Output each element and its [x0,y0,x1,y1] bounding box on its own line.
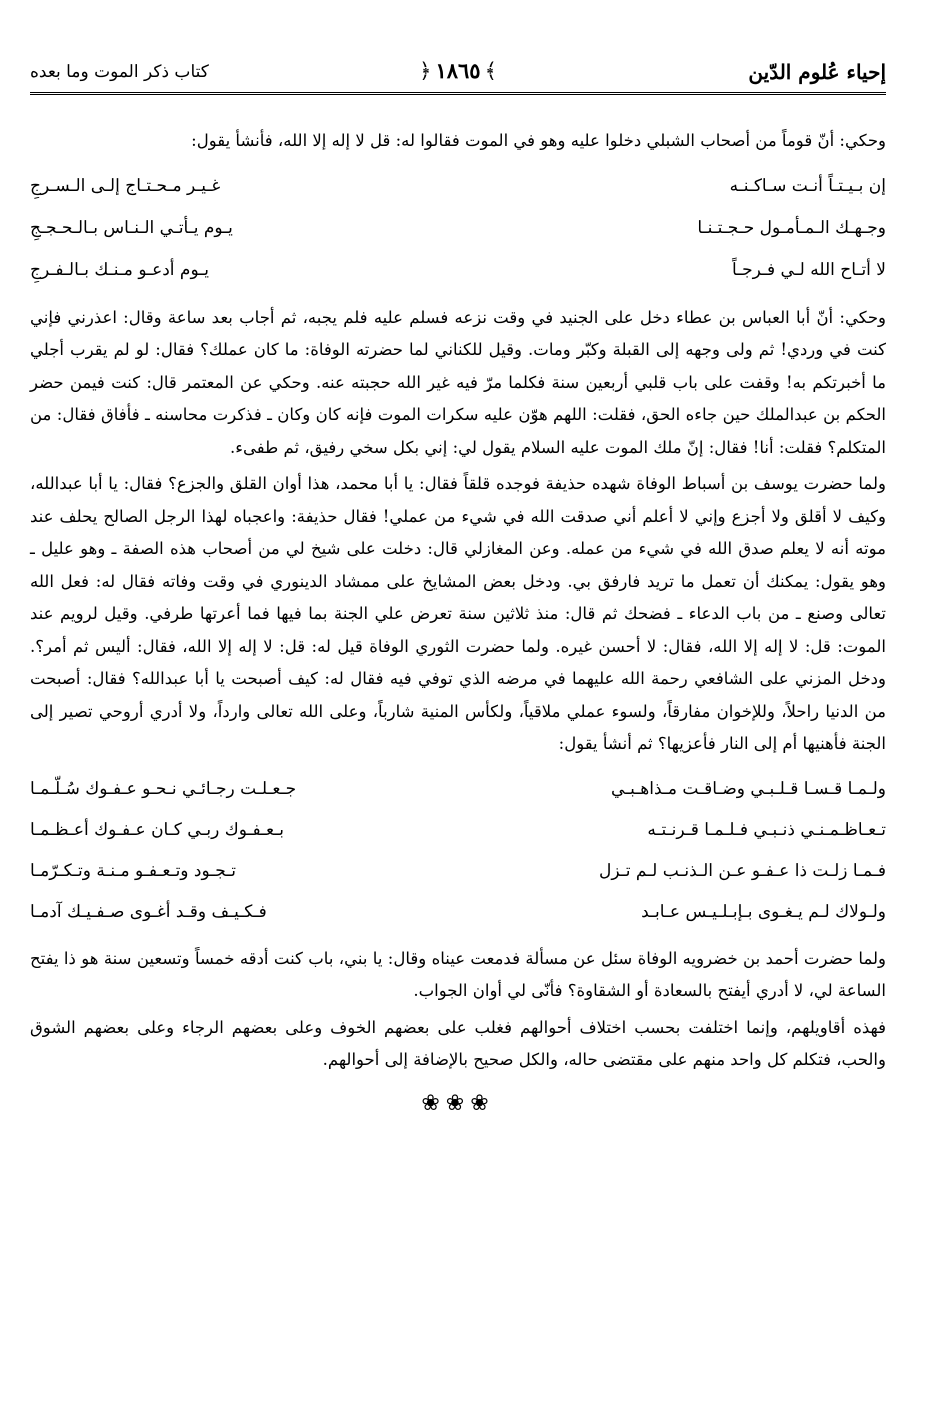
paragraph: وحكي: أنّ أبا العباس بن عطاء دخل على الجنيد في وقت نزعه فسلم عليه فلم يجبه، ثم أجاب بعد ساعة وقال: اعذرني فإني كنت في وردي! ثم ولى وجهه إلى القبلة وكبّر ومات. وقيل للكناني لما حضرته الوفاة: ما كان عملك؟ فقال: لو لم يقرب أجلي ما أخبرتكم به! وقفت على باب قلبي أربعين سنة فكلما مرّ فيه غير الله حجبته عنه. وحكي عن المعتمر قال: كنت فيمن حضر الحكم بن عبدالملك حين جاءه الحق، فقلت: اللهم هوّن عليه سكرات الموت فإنه كان وكان ـ فذكرت محاسنه ـ فأفاق فقال: من المتكلم؟ فقلت: أنا! فقال: إنّ ملك الموت عليه السلام يقول لي: إني بكل سخي رفيق، ثم طفىء. [30,307,886,457]
verse-second-hemistich: فـكـيـف وقـد أغـوى صـفـيـك آدمـا [30,901,267,922]
paragraph: وحكي: أنّ قوماً من أصحاب الشبلي دخلوا عليه وهو في الموت فقالوا له: قل لا إله إلا الله، فأنشأ يقول: [191,131,886,150]
verse-second-hemistich: بـعـفـوك ربـي كـان عـفـوك أعـظـمـا [30,819,284,840]
running-header [30,52,886,95]
verse-line [30,892,886,933]
verse-line [30,769,886,810]
page-number-box [415,58,501,83]
poem-shafii [30,769,886,933]
verse-line [30,208,886,250]
paragraph: ولما حضرت أحمد بن خضرويه الوفاة سئل عن مسألة فدمعت عيناه وقال: يا بني، باب كنت أدقه خمساً وتسعين سنة هو ذا يفتح الساعة لي، لا أدري أيفتح بالسعادة أو الشقاوة؟ فأنّى لي أوان الجواب. [30,948,886,1000]
verse-line [30,250,886,292]
chapter-title: كتاب ذكر الموت وما بعده [30,62,209,82]
verse-first-hemistich: ولـولاك لـم يـغـوى بـإبـلـيـس عـابـد [641,901,886,922]
verse-first-hemistich: ولـمـا قـسـا قـلـبـي وضـاقـت مـذاهـبـي [611,778,886,799]
section-end-ornament: ❀❀❀ [421,1090,495,1116]
paragraph: فهذه أقاويلهم، وإنما اختلفت بحسب اختلاف أحوالهم فغلب على بعضهم الخوف وعلى بعضهم الرجاء وعلى بعضهم الشوق والحب، فتكلم كل واحد منهم على مقتضى حاله، والكل صحيح بالإضافة إلى أحوالهم. [30,1017,886,1069]
verse-second-hemistich: غـيـر مـحـتـاج إلـى الـسـرجِ [30,175,221,196]
verse-second-hemistich: جـعـلـت رجـائـي نـحـو عـفـوك سُـلّـمـا [30,778,297,799]
book-title: إحياء عُلوم الدّين [748,60,886,84]
verse-line [30,166,886,208]
ornament-left-icon: ﴿ [419,59,432,83]
verse-line [30,810,886,851]
verse-line [30,851,886,892]
verse-second-hemistich: تـجـود وتـعـفـو مـنـة وتـكـرّمـا [30,860,236,881]
book-page [30,52,886,1116]
verse-first-hemistich: لا أتـاح الله لـي فـرجـاً [731,259,886,280]
verse-second-hemistich: يـوم يـأتـي الـنـاس بـالـحـجـجِ [30,217,233,238]
verse-first-hemistich: تـعـاظـمـنـي ذنـبـي فـلـمـا قـرنـتـه [647,819,886,840]
verse-first-hemistich: وجـهـك الـمـأمـول حـجـتـنـا [697,217,886,238]
verse-first-hemistich: فـمـا زلـت ذا عـفـو عـن الـذنـب لـم تـزل [599,860,886,881]
page-body [30,125,886,1116]
poem-shibli [30,166,886,292]
verse-second-hemistich: يـوم أدعـو مـنـك بـالـفـرجِ [30,259,209,280]
paragraph: ولما حضرت يوسف بن أسباط الوفاة شهده حذيفة فوجده قلقاً فقال: يا أبا محمد، هذا أوان القلق والجزع؟ فقال: يا أبا عبدالله، وكيف لا أقلق ولا أجزع وإني لا أعلم أني صدقت الله في شيء من عملي! فقال حذيفة: واعجباه لهذا الرجل الصالح يحلف عند موته أنه لا يعلم صدق الله في شيء من عمله. وعن المغازلي قال: دخلت على شيخ لي من أصحاب هذه الصفة ـ وهو عليل ـ وهو يقول: يمكنك أن تعمل ما تريد فارفق بي. ودخل بعض المشايخ على ممشاد الدينوري في وقت وفاته فقال له: فعل الله تعالى وصنع ـ من باب الدعاء ـ فضحك ثم قال: منذ ثلاثين سنة تعرض علي الجنة بما فيها فما أعرتها طرفي. وقيل لرويم عند الموت: قل: لا إله إلا الله، فقال: لا أحسن غيره. ولما حضرت الثوري الوفاة قيل له: قل: لا إله إلا الله، فقال: أليس ثم أمر؟. ودخل المزني على الشافعي رحمة الله عليهما في مرضه الذي توفي فيه فقال له: كيف أصبحت يا أبا عبدالله؟ فقال: أصبحت من الدنيا راحلاً، وللإخوان مفارقاً، ولسوء عملي ملاقياً، ولكأس المنية شارباً، وعلى الله تعالى وارداً، ولا أدري أروحي تصير إلى الجنة فأهنيها أم إلى النار فأعزيها؟ ثم أنشأ يقول: [30,474,886,753]
ornament-right-icon: ﴾ [484,59,497,83]
page-number: ١٨٦٥ [435,58,481,83]
verse-first-hemistich: إن بـيـتـاً أنـت سـاكـنـه [729,175,886,196]
